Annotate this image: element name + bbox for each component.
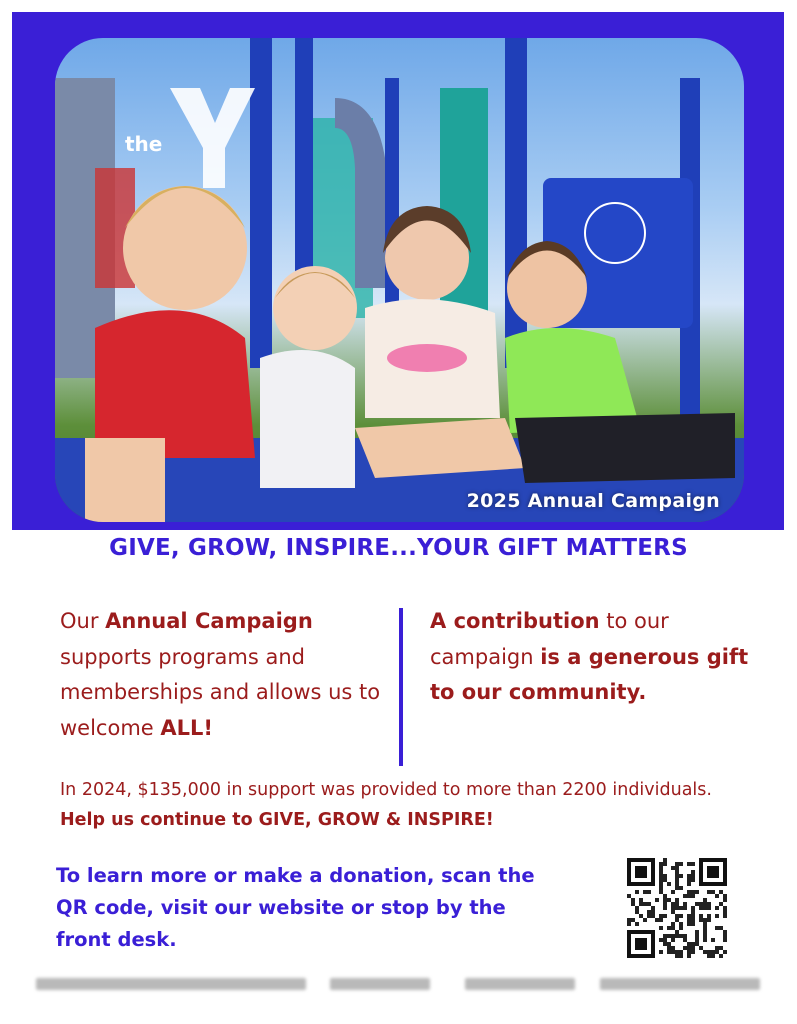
right-text-1: to our campaign <box>430 609 669 669</box>
left-text-1: Our <box>60 609 106 633</box>
right-bold-1: A contribution <box>430 609 600 633</box>
children-playground-photo <box>55 38 744 522</box>
stat-bold: Help us continue to GIVE, GROW & INSPIRE! <box>60 809 494 830</box>
footer-info-blurred-4 <box>600 978 760 990</box>
right-bold-2: is a generous gift to our community. <box>430 644 749 705</box>
campaign-description <box>60 604 390 747</box>
footer-info-blurred-2 <box>330 978 430 990</box>
left-text-2: supports programs and memberships and allows us to welcome <box>60 644 381 741</box>
donation-call-to-action: To learn more or make a donation, scan the QR code, visit our website or stop by the front desk. <box>56 864 535 952</box>
column-divider <box>399 608 403 766</box>
support-statistic <box>60 776 760 836</box>
stat-text: In 2024, $135,000 in support was provided to more than 2200 individuals. <box>60 780 712 800</box>
footer-info-blurred-1 <box>36 978 306 990</box>
qr-code-icon[interactable] <box>627 858 727 958</box>
contribution-statement <box>430 604 770 711</box>
page-headline: GIVE, GROW, INSPIRE...YOUR GIFT MATTERS <box>109 535 688 561</box>
campaign-year-caption: 2025 Annual Campaign <box>466 490 720 512</box>
left-bold-2: ALL! <box>160 716 213 741</box>
footer-info-blurred-3 <box>465 978 575 990</box>
logo-the-text: the <box>125 132 163 156</box>
left-bold-1: Annual Campaign <box>105 609 313 633</box>
ymca-logo <box>125 88 255 188</box>
